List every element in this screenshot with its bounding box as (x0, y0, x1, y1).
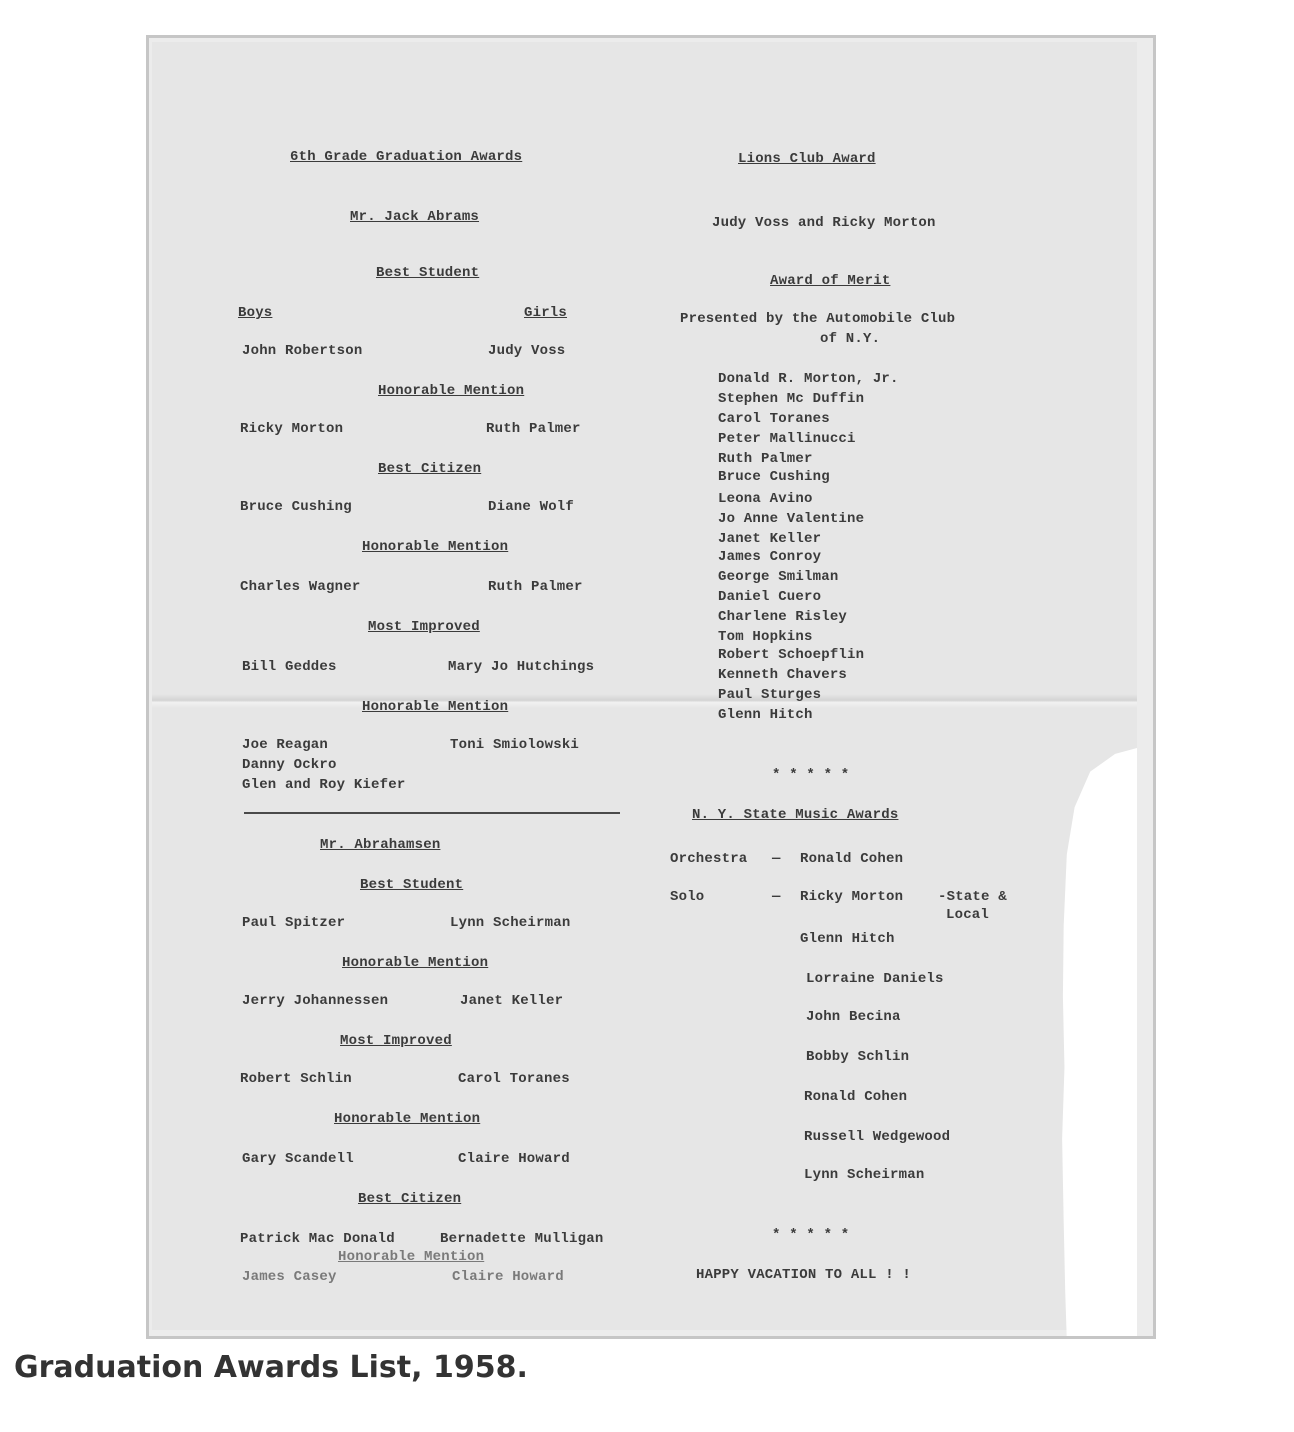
music-awards-heading: N. Y. State Music Awards (692, 807, 899, 823)
solo-note: Local (946, 907, 990, 923)
merit-name: Daniel Cuero (718, 589, 822, 605)
merit-name: Carol Toranes (718, 411, 830, 427)
award-name: Claire Howard (452, 1269, 564, 1285)
section-best-student-2: Best Student (360, 877, 464, 893)
merit-name: Donald R. Morton, Jr. (718, 371, 899, 387)
solo-winner: Bobby Schlin (806, 1049, 910, 1065)
solo-note: -State & (938, 889, 1007, 905)
award-name: Judy Voss (488, 343, 566, 359)
merit-name: Ruth Palmer (718, 451, 813, 467)
image-caption: Graduation Awards List, 1958. (14, 1350, 528, 1385)
merit-name: Leona Avino (718, 491, 813, 507)
typed-page (152, 42, 1137, 1330)
award-name: Charles Wagner (240, 579, 361, 595)
merit-name: Stephen Mc Duffin (718, 391, 865, 407)
merit-presenter: of N.Y. (820, 331, 881, 347)
solo-winner: John Becina (806, 1009, 901, 1025)
merit-name: James Conroy (718, 549, 822, 565)
lions-club-heading: Lions Club Award (738, 151, 876, 167)
merit-name: Glenn Hitch (718, 707, 813, 723)
award-name: Mary Jo Hutchings (448, 659, 595, 675)
award-name: Carol Toranes (458, 1071, 570, 1087)
section-honorable-mention: Honorable Mention (338, 1249, 485, 1265)
award-name: Bernadette Mulligan (440, 1231, 604, 1247)
teacher-heading-1: Mr. Jack Abrams (350, 209, 480, 225)
boys-label: Boys (238, 305, 273, 321)
section-honorable-mention: Honorable Mention (342, 955, 489, 971)
award-name: Claire Howard (458, 1151, 570, 1167)
orchestra-winner: Ronald Cohen (800, 851, 904, 867)
award-name: Gary Scandell (242, 1151, 354, 1167)
award-name: Ruth Palmer (488, 579, 583, 595)
award-of-merit-heading: Award of Merit (770, 273, 891, 289)
solo-winner: Russell Wedgewood (804, 1129, 951, 1145)
section-best-citizen-1: Best Citizen (378, 461, 482, 477)
award-name: Bruce Cushing (240, 499, 352, 515)
award-name: Patrick Mac Donald (240, 1231, 395, 1247)
award-name: Diane Wolf (488, 499, 575, 515)
award-name: Lynn Scheirman (450, 915, 571, 931)
award-name: Paul Spitzer (242, 915, 346, 931)
solo-dash: — (772, 889, 781, 905)
award-name: John Robertson (242, 343, 363, 359)
page-fold (152, 694, 1137, 708)
orchestra-label: Orchestra (670, 851, 748, 867)
solo-winner: Lorraine Daniels (806, 971, 944, 987)
section-best-citizen-2: Best Citizen (358, 1191, 462, 1207)
award-name: Robert Schlin (240, 1071, 352, 1087)
solo-winner: Ricky Morton (800, 889, 904, 905)
section-divider (244, 812, 620, 814)
award-name: Joe Reagan (242, 737, 329, 753)
section-most-improved-2: Most Improved (340, 1033, 452, 1049)
merit-name: Charlene Risley (718, 609, 848, 625)
section-honorable-mention: Honorable Mention (362, 539, 509, 555)
merit-name: Peter Mallinucci (718, 431, 856, 447)
merit-presenter: Presented by the Automobile Club (680, 311, 956, 327)
section-honorable-mention: Honorable Mention (378, 383, 525, 399)
section-most-improved-1: Most Improved (368, 619, 480, 635)
solo-winner: Glenn Hitch (800, 931, 895, 947)
teacher-heading-2: Mr. Abrahamsen (320, 837, 441, 853)
merit-name: Robert Schoepflin (718, 647, 865, 663)
merit-name: Janet Keller (718, 531, 822, 547)
award-name: Bill Geddes (242, 659, 337, 675)
merit-name: Bruce Cushing (718, 469, 830, 485)
merit-name: Kenneth Chavers (718, 667, 848, 683)
solo-winner: Lynn Scheirman (804, 1167, 925, 1183)
solo-winner: Ronald Cohen (804, 1089, 908, 1105)
merit-name: Tom Hopkins (718, 629, 813, 645)
solo-label: Solo (670, 889, 705, 905)
separator-stars: * * * * * (772, 1227, 850, 1243)
document-image (146, 35, 1156, 1339)
award-name: James Casey (242, 1269, 337, 1285)
merit-name: George Smilman (718, 569, 839, 585)
orchestra-dash: — (772, 851, 781, 867)
award-name: Glen and Roy Kiefer (242, 777, 406, 793)
award-name: Ruth Palmer (486, 421, 581, 437)
award-name: Toni Smiolowski (450, 737, 580, 753)
lions-club-winners: Judy Voss and Ricky Morton (712, 215, 936, 231)
merit-name: Jo Anne Valentine (718, 511, 865, 527)
award-name: Janet Keller (460, 993, 564, 1009)
separator-stars: * * * * * (772, 767, 850, 783)
merit-name: Paul Sturges (718, 687, 822, 703)
section-best-student-1: Best Student (376, 265, 480, 281)
section-honorable-mention: Honorable Mention (334, 1111, 481, 1127)
closing-line: HAPPY VACATION TO ALL ! ! (696, 1267, 912, 1283)
page-title: 6th Grade Graduation Awards (290, 149, 523, 165)
torn-edge (1059, 748, 1137, 1339)
girls-label: Girls (524, 305, 568, 321)
section-honorable-mention: Honorable Mention (362, 699, 509, 715)
award-name: Jerry Johannessen (242, 993, 389, 1009)
award-name: Ricky Morton (240, 421, 344, 437)
award-name: Danny Ockro (242, 757, 337, 773)
